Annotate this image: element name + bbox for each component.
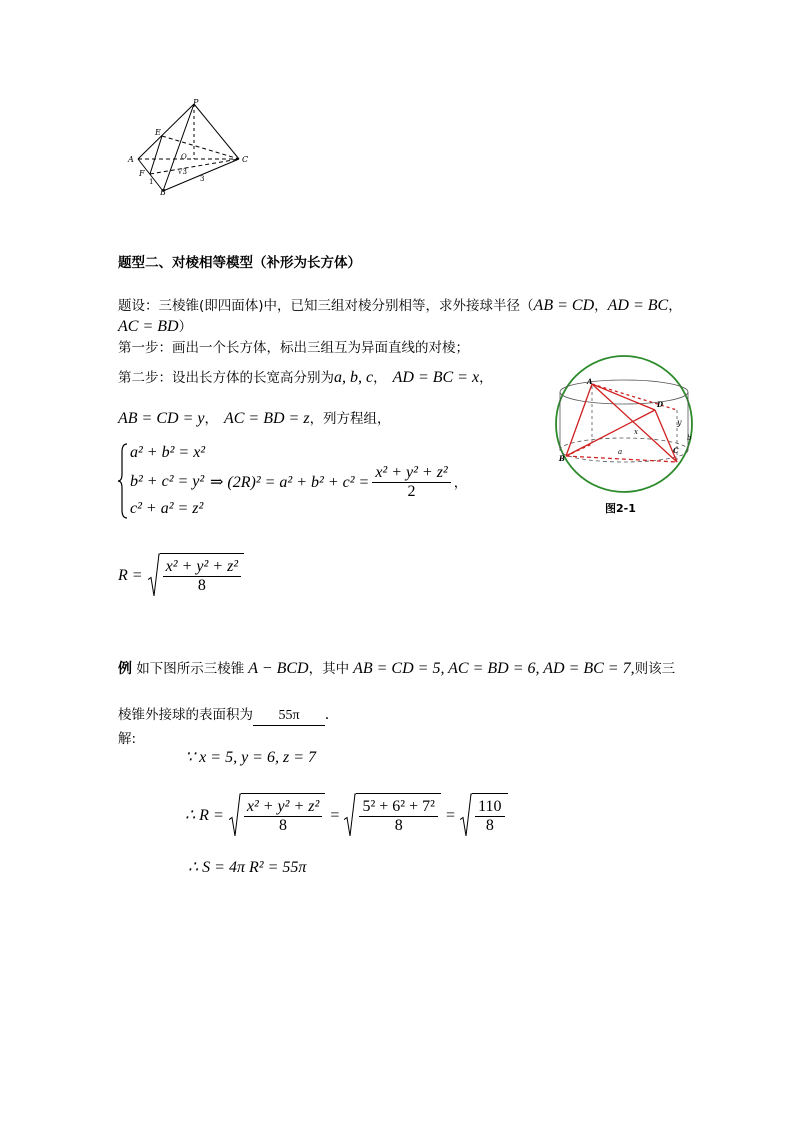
fig2-label-a: A (587, 377, 593, 386)
solution-frac2 (359, 798, 437, 835)
system-frac-num: x² + y² + z² (372, 464, 450, 483)
example-line2-end: . (325, 706, 329, 723)
step2-mid: ， (373, 370, 387, 386)
fig2-label-b-small: b (687, 434, 692, 442)
fig1-label-o: O (181, 153, 187, 161)
system-fraction (372, 464, 450, 501)
solution-line2-lhs: ∴ R = (185, 807, 224, 824)
radical-sign (344, 793, 356, 838)
step2b-end: ，列方程组， (309, 411, 391, 427)
example-pyramid: A − BCD (248, 660, 309, 677)
fig2-caption: 图2-1 (605, 502, 636, 515)
setup-suffix: ） (178, 319, 193, 335)
solution-frac1-num: x² + y² + z² (244, 798, 322, 817)
system-implies-line (210, 462, 467, 503)
solution-frac2-den: 8 (394, 817, 403, 834)
example-text1: 如下图所示三棱锥 (132, 661, 245, 677)
radius-den: 8 (197, 577, 206, 594)
solution-frac3-den: 8 (485, 817, 494, 834)
solution-line3: ∴ S = 4π R² = 55π (188, 859, 307, 876)
setup-line (118, 295, 682, 316)
step2b-sep: ， (204, 411, 218, 427)
solution-frac3 (475, 798, 504, 835)
system-end: ， (453, 475, 468, 491)
solution-eq1: = (330, 807, 340, 824)
fig2-label-a-small: a (618, 448, 623, 456)
step2b-eq2: AC = BD = z (223, 410, 310, 427)
fig1-label-c: C (242, 155, 249, 164)
solution-frac1 (244, 798, 322, 835)
fig2-label-x: x (634, 428, 638, 436)
fig2-label-c: C (673, 446, 679, 455)
radical-sign (148, 553, 160, 598)
step2-end: ， (479, 370, 493, 386)
fig2-label-d: D (657, 400, 664, 409)
solution-label: 解: (118, 731, 137, 747)
radius-lhs: R = (118, 567, 143, 584)
setup-sep: ， (594, 298, 608, 314)
solution-frac1-den: 8 (279, 817, 288, 834)
radius-formula (118, 553, 244, 598)
solution-line2 (185, 793, 508, 838)
radius-sqrt (148, 553, 244, 598)
setup-cond3: AC = BD (118, 318, 179, 335)
radical-sign (460, 793, 472, 838)
example-line2-prefix: 棱锥外接球的表面积为 (118, 707, 253, 723)
example-line1 (118, 658, 675, 679)
step2b-line (118, 408, 391, 429)
fig2-label-y: y (677, 418, 682, 427)
setup-prefix: 题设：三棱锥(即四面体)中，已知三组对棱分别相等，求外接球半径（ (118, 298, 534, 314)
system-row1: a² + b² = x² (130, 444, 206, 461)
fig1-label-b: B (160, 188, 166, 197)
setup-cond2: AD = BC (607, 297, 669, 314)
example-label: 例 (118, 661, 132, 677)
fig2-label-b: B (559, 454, 565, 463)
radical-sign (229, 793, 241, 838)
example-text3: 则该三 (634, 661, 676, 677)
example-conds: AB = CD = 5, AC = BD = 6, AD = BC = 7, (353, 660, 635, 677)
tetrahedron-figure (122, 96, 252, 198)
fig1-label-sqrt3: √3 (178, 168, 187, 176)
system-brace (117, 442, 129, 520)
system-row3: c² + a² = z² (130, 500, 204, 517)
system-implies: ⇒ (2R)² = a² + b² + c² = (210, 474, 370, 491)
step2-vars: a, b, c (334, 369, 374, 386)
fig1-label-3: 3 (200, 175, 205, 183)
example-line2 (118, 704, 329, 726)
step2-line (118, 367, 493, 388)
system-row2: b² + c² = y² (130, 473, 205, 490)
step2b-eq1: AB = CD = y (118, 410, 205, 427)
fig1-label-p: P (193, 98, 199, 107)
step1-text: 第一步：画出一个长方体，标出三组互为异面直线的对棱； (118, 340, 469, 356)
solution-frac2-num: 5² + 6² + 7² (359, 798, 437, 817)
fig1-label-a: A (128, 155, 134, 164)
setup-cond1: AB = CD (533, 297, 595, 314)
setup-sep2: ， (668, 298, 682, 314)
answer-blank: 55π (253, 707, 325, 726)
fig1-label-f: F (139, 169, 145, 178)
solution-line1: ∵ x = 5, y = 6, z = 7 (185, 749, 316, 766)
radius-num: x² + y² + z² (163, 558, 241, 577)
example-text2: ，其中 (308, 661, 350, 677)
section-title: 题型二、对棱相等模型（补形为长方体） (118, 255, 361, 271)
radius-fraction (163, 558, 241, 595)
system-frac-den: 2 (407, 483, 416, 500)
solution-sqrt1 (229, 793, 325, 838)
step2-eq: AD = BC = x (392, 369, 480, 386)
solution-eq2: = (446, 807, 456, 824)
solution-sqrt2 (344, 793, 440, 838)
setup-line-2 (118, 316, 192, 337)
solution-frac3-num: 110 (475, 798, 504, 817)
step2-prefix: 第二步：设出长方体的长宽高分别为 (118, 370, 334, 386)
fig1-label-e: E (155, 128, 161, 137)
solution-sqrt3 (460, 793, 507, 838)
fig1-label-1: 1 (149, 178, 154, 186)
